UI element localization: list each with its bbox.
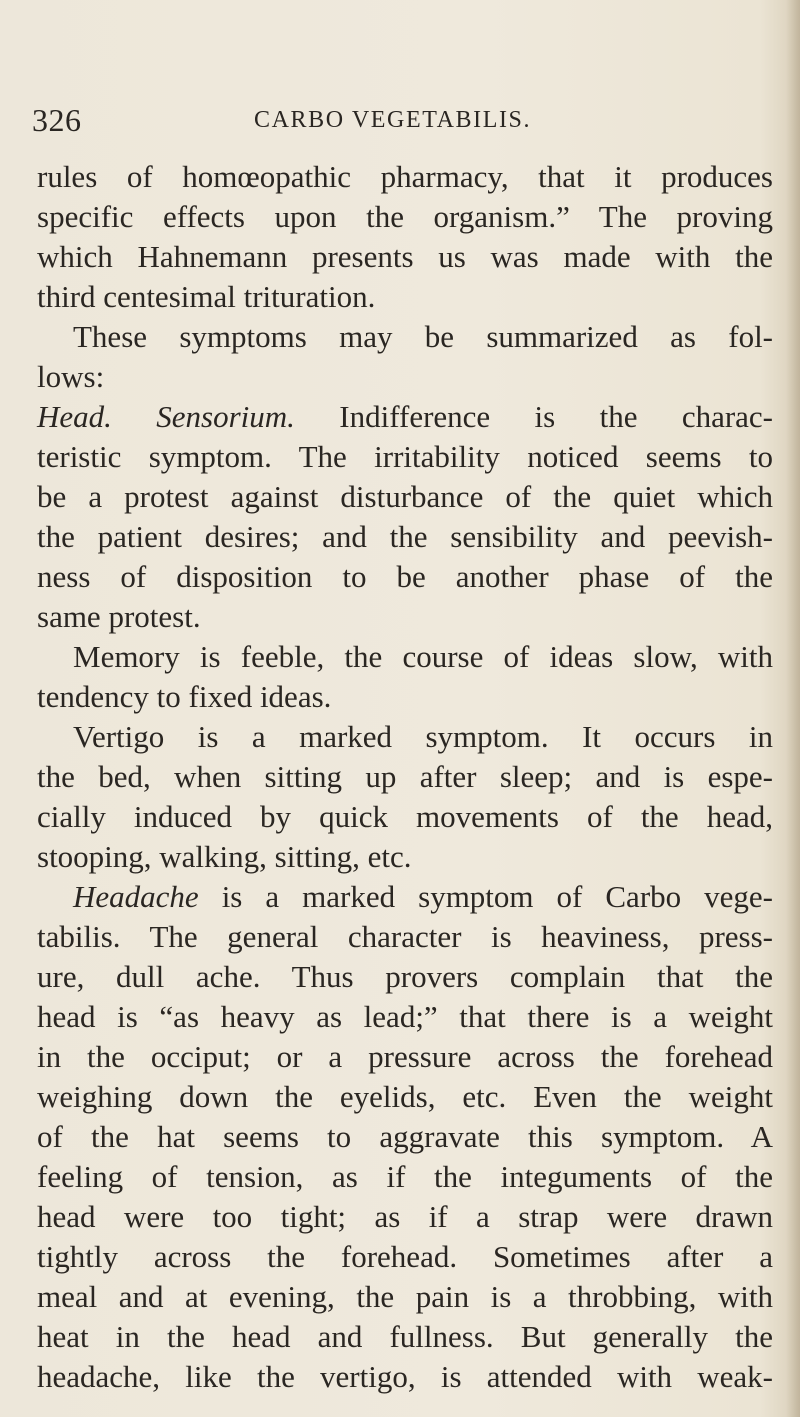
text-line: the bed, when sitting up after sleep; and is espe-	[37, 759, 773, 794]
text-line: meal and at evening, the pain is a throbbing, with	[37, 1279, 773, 1314]
text-line: of the hat seems to aggravate this symptom. A	[37, 1119, 773, 1154]
text-line-rest: Indifference is the charac-	[339, 399, 774, 434]
section-heading-line	[37, 397, 773, 437]
section-label-head: Head.	[37, 399, 112, 434]
page-edge-shadow	[786, 0, 800, 1417]
paragraph-start-line: Vertigo is a marked symptom. It occurs in	[73, 719, 773, 754]
text-line: rules of homœopathic pharmacy, that it produces	[37, 159, 773, 194]
text-line: tightly across the forehead. Sometimes after a	[37, 1239, 773, 1274]
text-line: headache, like the vertigo, is attended with weak-	[37, 1359, 773, 1394]
text-line: weighing down the eyelids, etc. Even the weight	[37, 1079, 773, 1114]
text-line: ure, dull ache. Thus provers complain that the	[37, 959, 773, 994]
body-text	[37, 157, 773, 1397]
section-label-headache: Headache	[73, 879, 199, 914]
text-line: head were too tight; as if a strap were drawn	[37, 1199, 773, 1234]
text-line: ness of disposition to be another phase of the	[37, 559, 773, 594]
text-line: be a protest against disturbance of the quiet which	[37, 479, 773, 514]
text-line: specific effects upon the organism.” The proving	[37, 199, 773, 234]
text-line: tabilis. The general character is heaviness, press-	[37, 919, 773, 954]
text-line: tendency to fixed ideas.	[37, 679, 332, 714]
text-line: in the occiput; or a pressure across the forehead	[37, 1039, 773, 1074]
text-line: head is “as heavy as lead;” that there is a weight	[37, 999, 773, 1034]
text-line: lows:	[37, 359, 105, 394]
running-head	[32, 100, 777, 140]
text-line-rest: is a marked symptom of Carbo vege-	[221, 879, 773, 914]
text-line: feeling of tension, as if the integuments of the	[37, 1159, 773, 1194]
section-heading-line	[37, 877, 773, 917]
paragraph-start-line: Memory is feeble, the course of ideas slow, with	[73, 639, 773, 674]
text-line: same protest.	[37, 599, 201, 634]
text-line: third centesimal trituration.	[37, 279, 376, 314]
text-line: the patient desires; and the sensibility and peevish-	[37, 519, 773, 554]
page-number: 326	[32, 102, 82, 138]
paragraph-start-line: These symptoms may be summarized as fol-	[73, 319, 773, 354]
text-line: heat in the head and fullness. But generally the	[37, 1319, 773, 1354]
text-line: which Hahnemann presents us was made with the	[37, 239, 773, 274]
text-line: cially induced by quick movements of the head,	[37, 799, 773, 834]
text-line: teristic symptom. The irritability noticed seems to	[37, 439, 773, 474]
running-title: CARBO VEGETABILIS.	[254, 107, 532, 133]
text-line: stooping, walking, sitting, etc.	[37, 839, 412, 874]
section-label-sensorium: Sensorium.	[156, 399, 295, 434]
